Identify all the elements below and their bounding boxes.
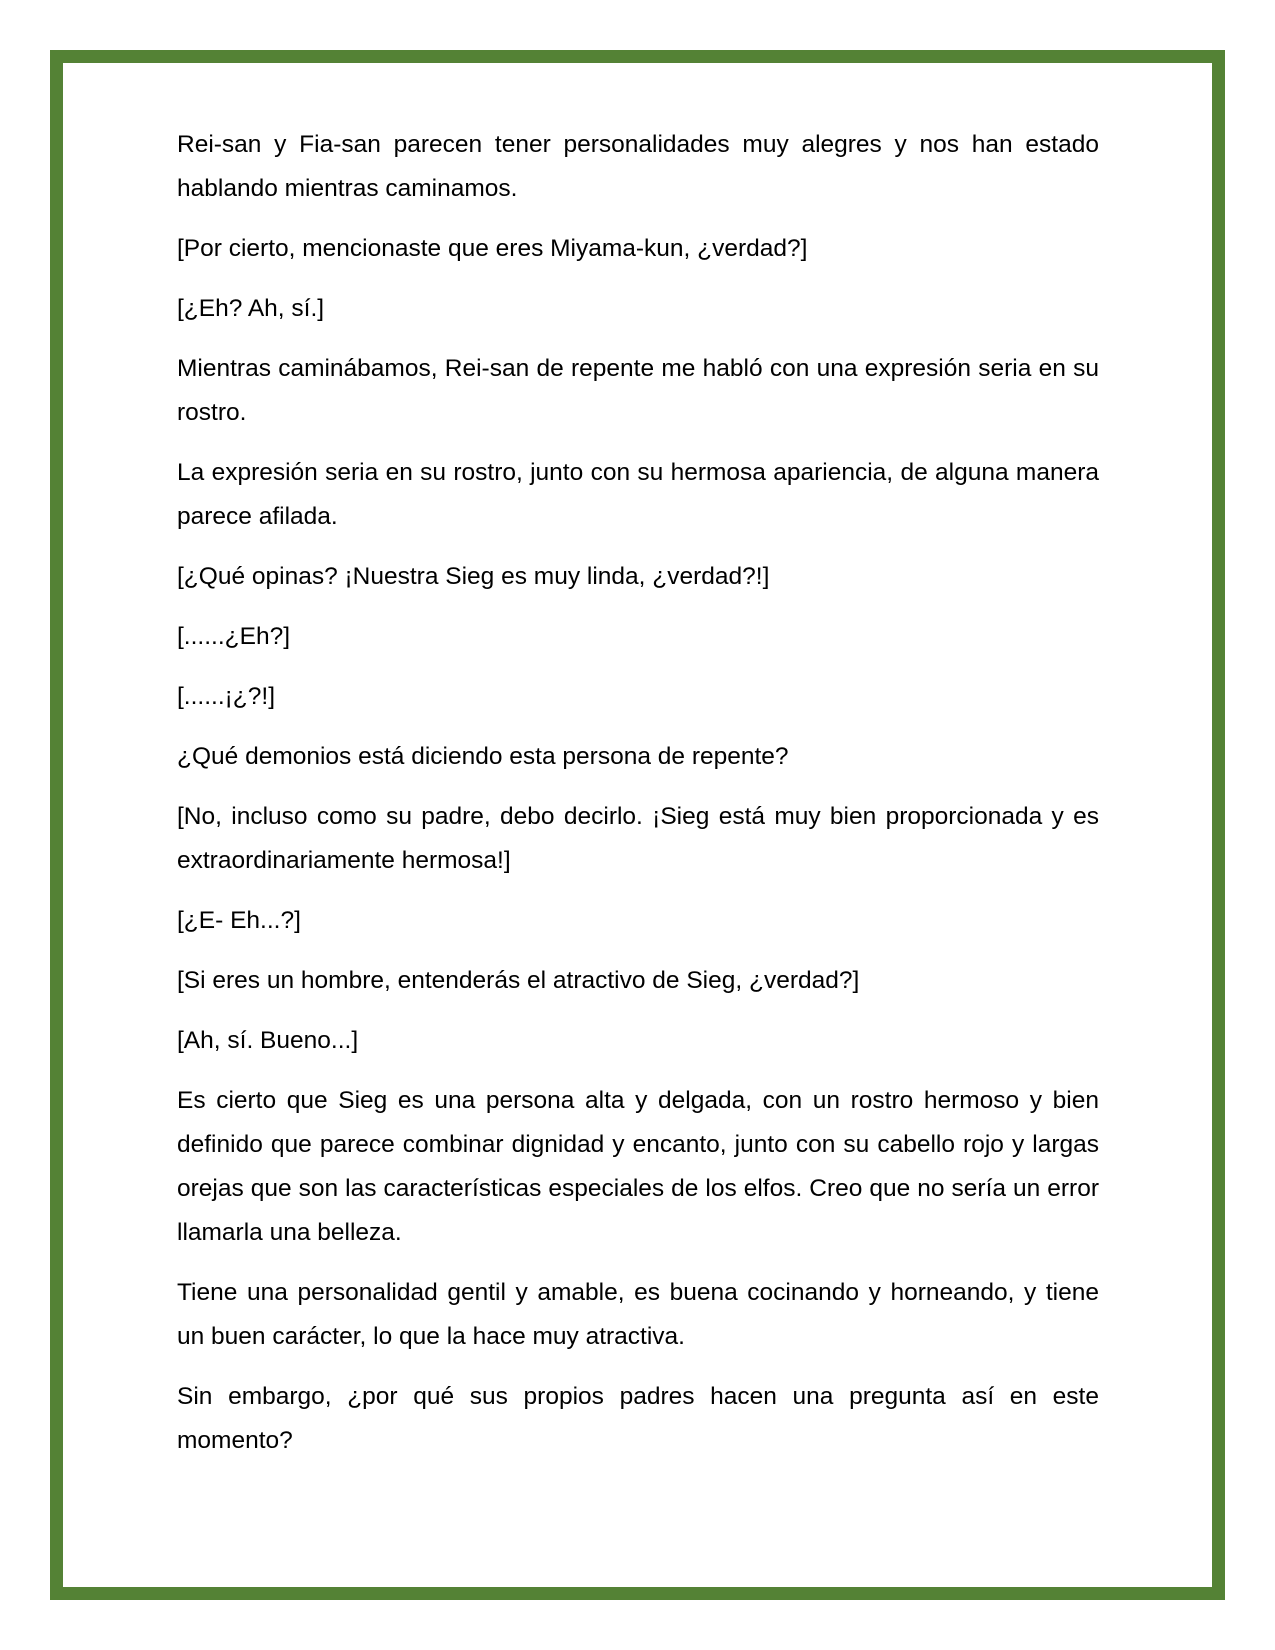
- paragraph: [Por cierto, mencionaste que eres Miyama-kun, ¿verdad?]: [177, 235, 808, 262]
- document-body: [177, 123, 1099, 1479]
- paragraph: [Ah, sí. Bueno...]: [177, 1027, 359, 1054]
- paragraph: [¿Qué opinas? ¡Nuestra Sieg es muy linda, ¿verdad?!]: [177, 563, 770, 590]
- paragraph: ¿Qué demonios está diciendo esta persona de repente?: [177, 743, 789, 770]
- paragraph: Mientras caminábamos, Rei-san de repente me habló con una expresión seria en su rostro.: [177, 355, 1099, 426]
- paragraph: Sin embargo, ¿por qué sus propios padres hacen una pregunta así en este momento?: [177, 1383, 1099, 1454]
- paragraph: Es cierto que Sieg es una persona alta y delgada, con un rostro hermoso y bien definido que parece combinar dignidad y encanto, junto con su cabello rojo y largas orejas que son las características especiales de los elfos. Creo que no sería un error llamarla una belleza.: [177, 1087, 1099, 1246]
- paragraph: [......¿Eh?]: [177, 623, 291, 650]
- paragraph: La expresión seria en su rostro, junto con su hermosa apariencia, de alguna manera parece afilada.: [177, 459, 1099, 530]
- paragraph: [No, incluso como su padre, debo decirlo. ¡Sieg está muy bien proporcionada y es extraordinariamente hermosa!]: [177, 803, 1099, 874]
- paragraph: [¿Eh? Ah, sí.]: [177, 295, 325, 322]
- paragraph: [Si eres un hombre, entenderás el atractivo de Sieg, ¿verdad?]: [177, 967, 860, 994]
- paragraph: [......¡¿?!]: [177, 683, 276, 710]
- paragraph: Tiene una personalidad gentil y amable, es buena cocinando y horneando, y tiene un buen carácter, lo que la hace muy atractiva.: [177, 1279, 1099, 1350]
- paragraph: Rei-san y Fia-san parecen tener personalidades muy alegres y nos han estado hablando mientras caminamos.: [177, 131, 1099, 202]
- paragraph: [¿E- Eh...?]: [177, 907, 301, 934]
